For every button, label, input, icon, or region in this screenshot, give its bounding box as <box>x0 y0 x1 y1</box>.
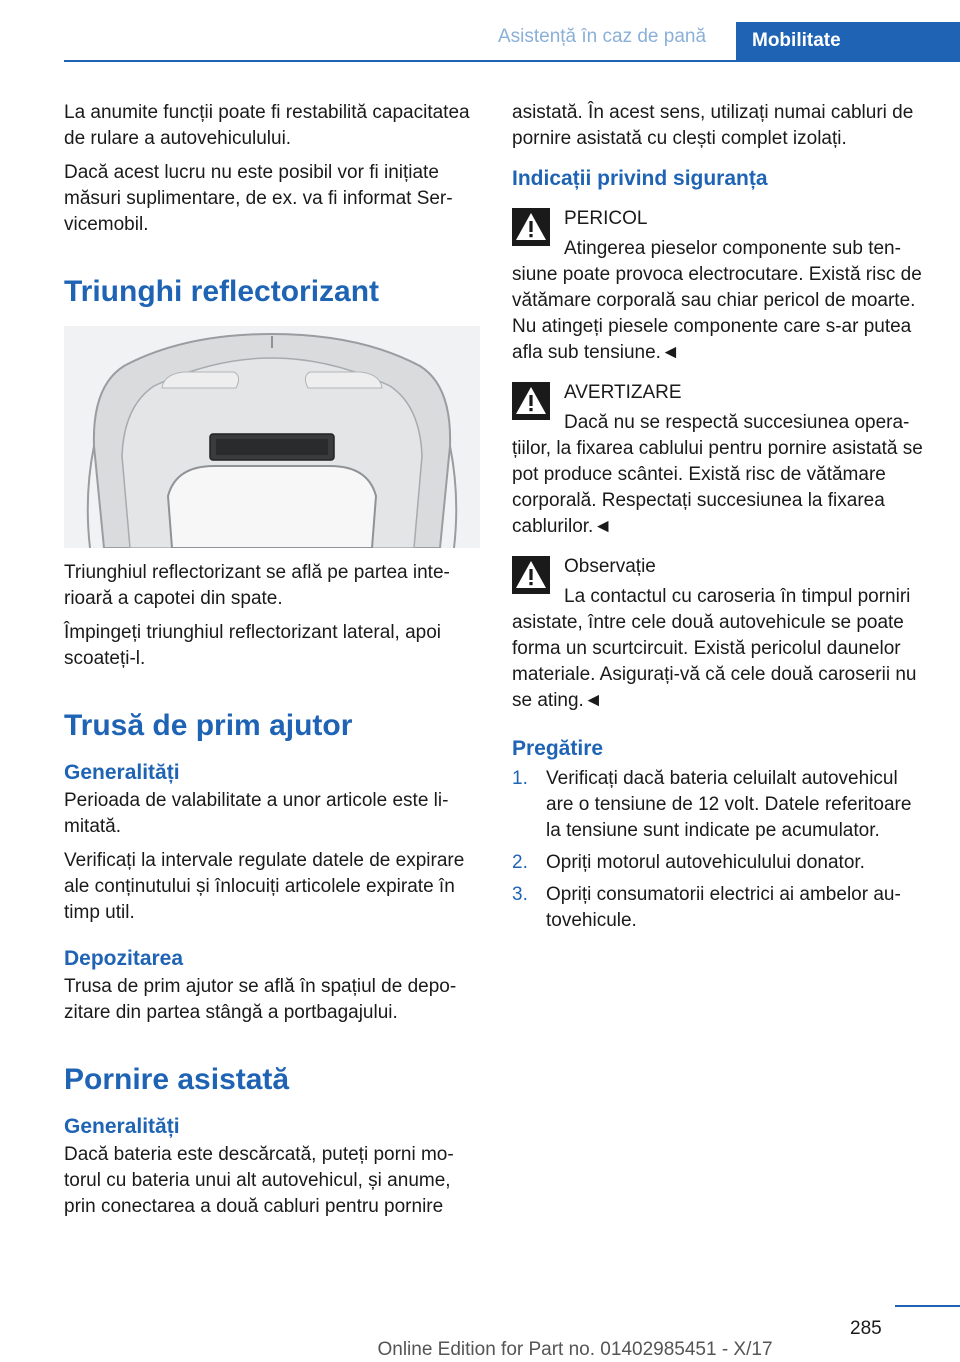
header-chapter-label: Mobilitate <box>752 30 841 51</box>
step-text: Opriți motorul autovehiculului donator. <box>546 852 865 873</box>
step-text: Opriți consumatorii electrici ai ambelor autovehicule. <box>546 884 901 931</box>
subheading-first-aid-storage: Depozitarea <box>64 947 184 970</box>
subheading-safety-notes: Indicații privind siguranța <box>512 167 768 190</box>
header-chapter-tab <box>736 22 960 60</box>
jump-start-continuation: asistată. În acest sens, utilizați numai cabluri de pornire asistată cu clești complet izolați. <box>512 102 914 149</box>
warning-title-caution: AVERTIZARE <box>564 382 682 403</box>
warning-triangle-icon <box>512 556 550 594</box>
warning-block-danger <box>512 206 928 366</box>
warning-block-note <box>512 554 928 714</box>
header-rule <box>64 60 960 62</box>
step-text: Verificați dacă bateria celuilalt autovehicul are o tensiune de 12 volt. Datele referitoare la tensiune sunt indicate pe acumulator. <box>546 768 912 841</box>
footer-rule <box>895 1305 960 1307</box>
warning-body-note: La contactul cu caroseria în timpul porniri asistate, între cele două autovehicule se poate forma un scurtcircuit. Există pericolul daunelor materiale. Asigurați-vă că cele două caroserii nu se ating.◄ <box>512 586 917 711</box>
list-item <box>512 766 928 844</box>
subheading-preparation: Pregătire <box>512 737 604 760</box>
warning-title-danger: PERICOL <box>564 208 648 229</box>
heading-warning-triangle: Triunghi reflectorizant <box>64 275 380 308</box>
jump-start-paragraph: Dacă bateria este descărcată, puteți porni motorul cu bateria unui alt autovehicul, și anume, prin conectarea a două cabluri pentru pornire <box>64 1144 454 1217</box>
footer-edition: Online Edition for Part no. 01402985451 - X/17 <box>377 1339 773 1360</box>
triangle-paragraph-2: Împingeți triunghiul reflectorizant lateral, apoi scoateți-l. <box>64 622 442 669</box>
warning-title-note: Observație <box>564 556 656 577</box>
heading-first-aid-kit: Trusă de prim ajutor <box>64 709 353 742</box>
warning-block-caution <box>512 380 928 540</box>
warning-triangle-icon <box>512 382 550 420</box>
right-column <box>512 100 928 940</box>
list-item <box>512 882 928 934</box>
subheading-first-aid-general: Generalități <box>64 761 180 784</box>
first-aid-general-paragraph-1: Perioada de valabilitate a unor articole este limitată. <box>64 790 449 837</box>
intro-paragraph-2: Dacă acest lucru nu este posibil vor fi inițiate măsuri suplimentare, de ex. va fi informat Servicemobil. <box>64 162 453 235</box>
list-item <box>512 850 928 876</box>
header-section-title: Asistență în caz de pană <box>497 26 707 47</box>
trunk-lid-illustration <box>64 326 480 548</box>
page-header <box>0 0 960 62</box>
step-number: 1. <box>512 768 528 789</box>
heading-jump-start: Pornire asistată <box>64 1063 290 1096</box>
subheading-jump-start-general: Generalități <box>64 1115 180 1138</box>
first-aid-general-paragraph-2: Verificați la intervale regulate datele de expirare ale conținutului și înlocuiți articolele expirate în timp util. <box>64 850 465 923</box>
first-aid-storage-paragraph: Trusa de prim ajutor se află în spațiul de depozitare din partea stângă a portbagajului. <box>64 976 457 1023</box>
intro-paragraph-1: La anumite funcții poate fi restabilită capacitatea de rulare a autovehiculului. <box>64 102 470 149</box>
warning-body-danger: Atingerea pieselor componente sub tensiune poate provoca electrocutare. Există risc de vătămare corporală sau chiar pericol de moarte. Nu atingeți piesele componente care s-ar putea afla sub tensiune.◄ <box>512 238 922 363</box>
page-number: 285 <box>850 1318 882 1339</box>
warning-body-caution: Dacă nu se respectă succesiunea operațiilor, la fixarea cablului pentru pornire asistată se pot produce scântei. Există risc de vătămare corporală. Respectați succesiunea la fixarea cablurilor.◄ <box>512 412 923 537</box>
preparation-steps <box>512 766 928 934</box>
left-column <box>64 100 480 1228</box>
triangle-paragraph-1: Triunghiul reflectorizant se află pe partea interioară a capotei din spate. <box>64 562 450 609</box>
warning-triangle-icon <box>512 208 550 246</box>
trunk-lid-figure <box>64 326 480 548</box>
step-number: 3. <box>512 884 528 905</box>
step-number: 2. <box>512 852 528 873</box>
